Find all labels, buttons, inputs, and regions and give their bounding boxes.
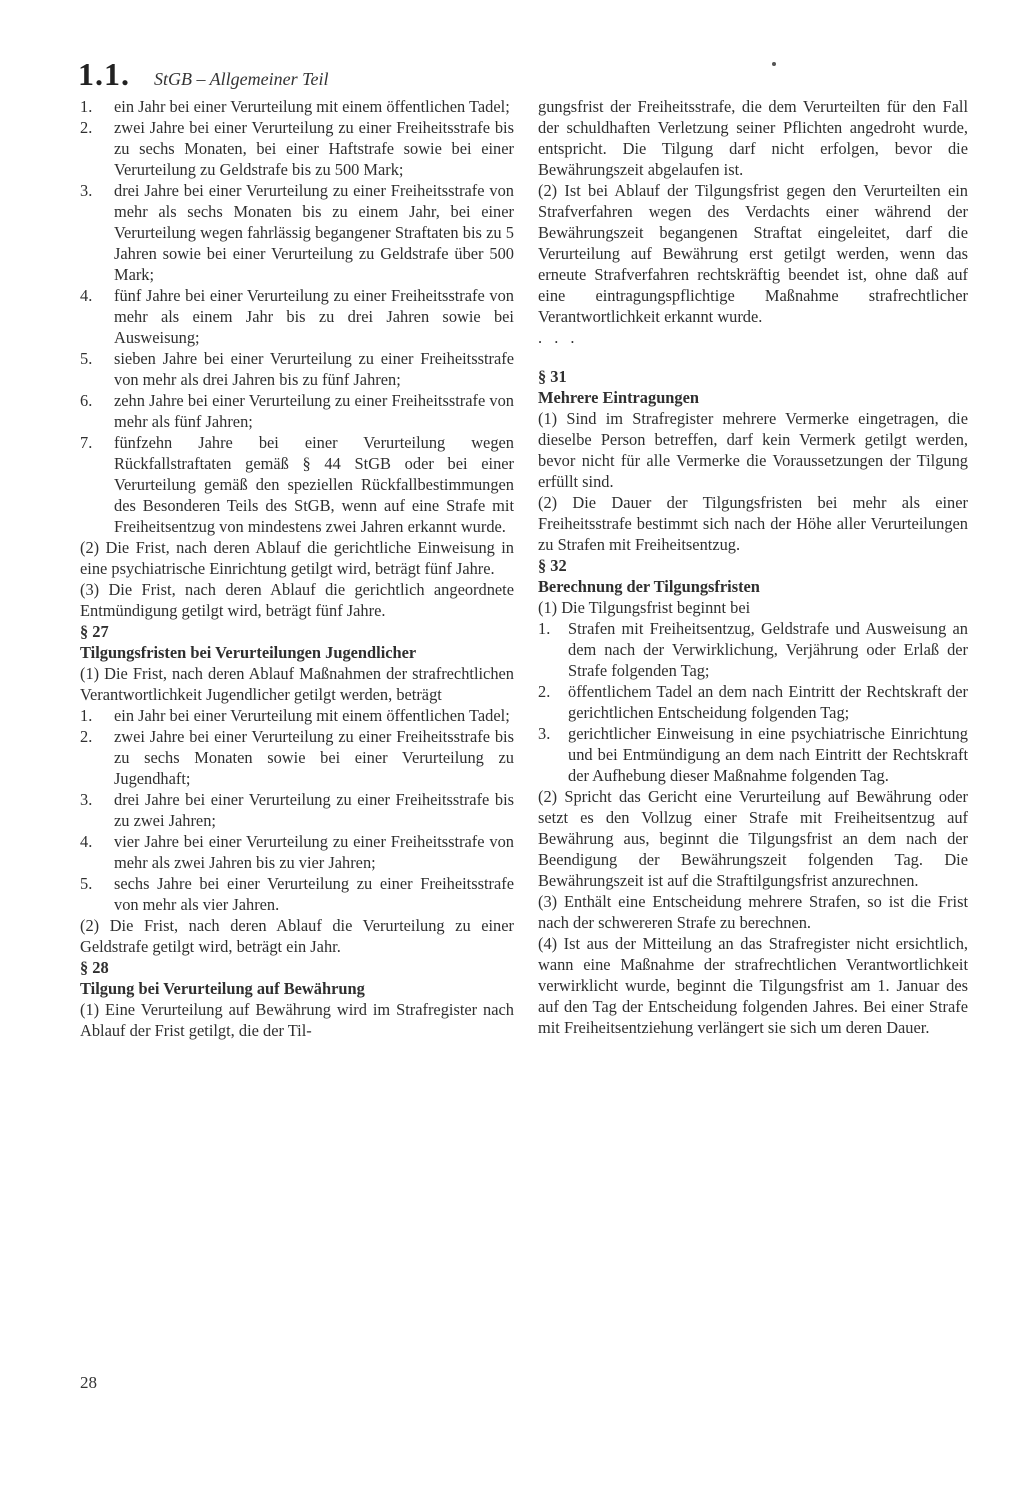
left-column <box>80 96 514 1041</box>
list-item: 2. zwei Jahre bei einer Verurteilung zu einer Freiheitsstrafe bis zu sechs Monaten, bei einer Haftstrafe sowie bei einer Verurteilung zu Geldstrafe bis zu 500 Mark; <box>80 118 514 179</box>
paragraph: (2) Spricht das Gericht eine Verurteilung auf Bewährung oder setzt es den Vollzug einer Strafe mit Freiheitsentzug auf Bewährung aus, beginnt die Tilgungsfrist an dem nach der Beendigung der Bewährungszeit folgenden Tag. Die Bewährungszeit ist auf die Straftilgungsfrist anzurechnen. <box>538 787 968 890</box>
list-item: 1. ein Jahr bei einer Verurteilung mit einem öffentlichen Tadel; <box>80 97 510 116</box>
section-number: § 27 <box>80 622 109 641</box>
paragraph: gungsfrist der Freiheitsstrafe, die dem Verurteilten für den Fall der schuldhaften Verletzung seiner Pflichten angedroht wurde, entspricht. Die Tilgung darf nicht erfolgen, bevor die Bewährungszeit abgelaufen ist. <box>538 97 968 179</box>
paragraph: (2) Die Dauer der Tilgungsfristen bei mehr als einer Freiheitsstrafe bestimmt sich nach der Höhe aller Verurteilungen zu Strafen mit Freiheitsentzug. <box>538 493 968 554</box>
list-item: 2. öffentlichem Tadel an dem nach Eintritt der Rechtskraft der gerichtlichen Entscheidung folgenden Tag; <box>538 682 968 722</box>
section-title: Tilgungsfristen bei Verurteilungen Jugendlicher <box>80 643 417 662</box>
list-item: 5. sechs Jahre bei einer Verurteilung zu einer Freiheitsstrafe von mehr als vier Jahren. <box>80 874 514 914</box>
paragraph: (3) Die Frist, nach deren Ablauf die gerichtlich angeordnete Entmündigung getilgt wird, beträgt fünf Jahre. <box>80 580 514 620</box>
chapter-number: 1.1. <box>78 56 130 92</box>
list-item: 3. drei Jahre bei einer Verurteilung zu einer Freiheitsstrafe von mehr als sechs Monaten bis zu einem Jahr, bei einer Verurteilung wegen fahrlässig begangener Straftaten bis zu 5 Jahren sowie bei einer Verurteilung zu Geldstrafe über 500 Mark; <box>80 181 514 284</box>
paragraph: (1) Eine Verurteilung auf Bewährung wird im Strafregister nach Ablauf der Frist getilgt, die der Til- <box>80 1000 514 1040</box>
list-item: 1. ein Jahr bei einer Verurteilung mit einem öffentlichen Tadel; <box>80 706 510 725</box>
paragraph: (1) Die Tilgungsfrist beginnt bei <box>538 598 751 617</box>
list-item: 4. vier Jahre bei einer Verurteilung zu einer Freiheitsstrafe von mehr als zwei Jahren bis zu vier Jahren; <box>80 832 514 872</box>
list-item: 2. zwei Jahre bei einer Verurteilung zu einer Freiheitsstrafe bis zu sechs Monaten sowie bei einer Verurteilung zu Jugendhaft; <box>80 727 514 788</box>
list-item: 5. sieben Jahre bei einer Verurteilung zu einer Freiheitsstrafe von mehr als drei Jahren bis zu fünf Jahren; <box>80 349 514 389</box>
page-header <box>78 56 329 93</box>
omission-marker: . . . <box>538 328 579 347</box>
section-number: § 28 <box>80 958 109 977</box>
page-number: 28 <box>80 1373 97 1392</box>
paragraph: (3) Enthält eine Entscheidung mehrere Strafen, so ist die Frist nach der schwereren Strafe zu berechnen. <box>538 892 968 932</box>
paragraph: (2) Die Frist, nach deren Ablauf die Verurteilung zu einer Geldstrafe getilgt wird, beträgt ein Jahr. <box>80 916 514 956</box>
section-number: § 31 <box>538 367 567 386</box>
chapter-title: StGB – Allgemeiner Teil <box>154 69 329 89</box>
paragraph: (1) Sind im Strafregister mehrere Vermerke eingetragen, die dieselbe Person betreffen, darf kein Vermerk getilgt werden, bevor nicht für alle Vermerke die Voraussetzungen der Tilgung erfüllt sind. <box>538 409 968 491</box>
section-title: Mehrere Eintragungen <box>538 388 700 407</box>
list-item: 3. gerichtlicher Einweisung in eine psychiatrische Einrichtung und bei Entmündigung an dem nach Eintritt der Rechtskraft der Aufhebung dieser Maßnahme folgenden Tag. <box>538 724 968 785</box>
right-column <box>538 96 968 1038</box>
paragraph: (1) Die Frist, nach deren Ablauf Maßnahmen der strafrechtlichen Verantwortlichkeit Jugendlicher getilgt werden, beträgt <box>80 664 514 704</box>
paragraph: (4) Ist aus der Mitteilung an das Strafregister nicht ersichtlich, wann eine Maßnahme der strafrechtlichen Verantwortlichkeit verwirklicht wurde, beginnt die Tilgungsfrist am 1. Januar des auf den Tag der Entscheidung folgenden Jahres. Bei einer Strafe mit Freiheitsentziehung verlängert sie sich um deren Dauer. <box>538 934 968 1037</box>
term-list <box>80 705 514 915</box>
list-item: 1. Strafen mit Freiheitsentzug, Geldstrafe und Ausweisung an dem nach der Verwirklichung, Verjährung oder Erlaß der Strafe folgenden Tag; <box>538 619 968 680</box>
scan-speck <box>772 62 776 66</box>
section-title: Berechnung der Tilgungsfristen <box>538 577 760 596</box>
paragraph: (2) Ist bei Ablauf der Tilgungsfrist gegen den Verurteilten ein Strafverfahren wegen des Verdachts einer während der Bewährungszeit begangenen Straftat eingeleitet, darf die Verurteilung auf Bewährung erst getilgt werden, wenn das erneute Strafverfahren rechtskräftig beendet ist, ohne daß auf eine eintragungspflichtige Maßnahme strafrechtlicher Verantwortlichkeit erkannt wurde. <box>538 181 968 326</box>
term-list <box>80 96 514 537</box>
section-number: § 32 <box>538 556 567 575</box>
list-item: 3. drei Jahre bei einer Verurteilung zu einer Freiheitsstrafe bis zu zwei Jahren; <box>80 790 514 830</box>
list-item: 7. fünfzehn Jahre bei einer Verurteilung wegen Rückfallstraftaten gemäß § 44 StGB oder bei einer Verurteilung gemäß den speziellen Rückfallbestimmungen des Besonderen Teils des StGB, wenn auf eine Strafe mit Freiheitsentzug von mindestens zwei Jahren erkannt wurde. <box>80 433 514 536</box>
section-title: Tilgung bei Verurteilung auf Bewährung <box>80 979 365 998</box>
list-item: 4. fünf Jahre bei einer Verurteilung zu einer Freiheitsstrafe von mehr als einem Jahr bis zu drei Jahren sowie bei Ausweisung; <box>80 286 514 347</box>
paragraph: (2) Die Frist, nach deren Ablauf die gerichtliche Einweisung in eine psychiatrische Einrichtung getilgt wird, beträgt fünf Jahre. <box>80 538 514 578</box>
list-item: 6. zehn Jahre bei einer Verurteilung zu einer Freiheitsstrafe von mehr als fünf Jahren; <box>80 391 514 431</box>
term-list <box>538 618 968 786</box>
